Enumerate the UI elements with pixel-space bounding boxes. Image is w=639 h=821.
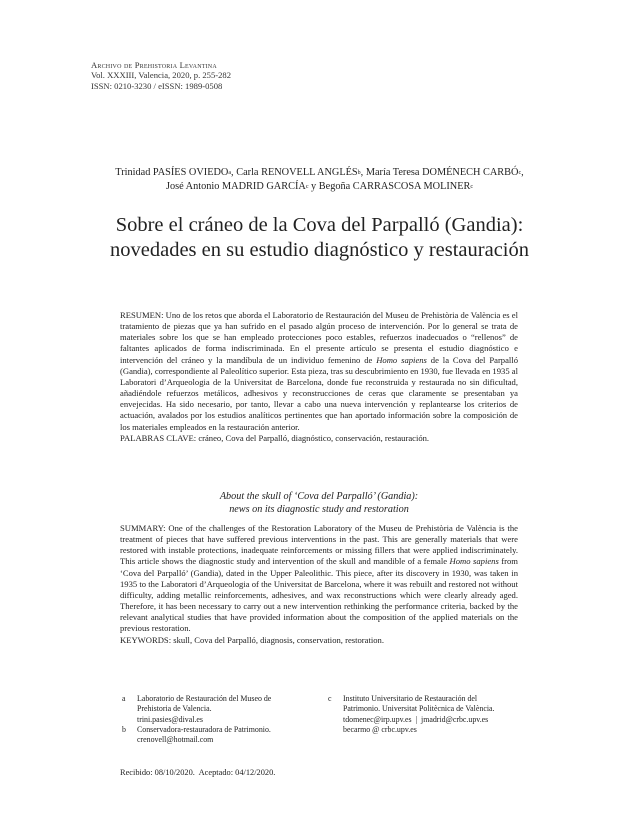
author-line-2 [60,180,579,194]
title-line-2: novedades en su estudio diagnóstico y restauración [110,239,529,261]
keywords-spanish: PALABRAS CLAVE: cráneo, Cova del Parpalló, diagnóstico, conservación, restauración. [120,432,430,443]
conjunction: y [308,180,319,192]
abstract-spanish [120,310,518,444]
title-line-1: Sobre el cráneo de la Cova del Parpalló (Gandia): [115,214,524,236]
summary-text [120,523,518,635]
footnote-mark: a [122,694,126,703]
author-name: Carla RENOVELL ANGLÉS [236,167,358,178]
english-title-line-2: news on its diagnostic study and restoration [229,504,409,515]
footnote-text: Patrimonio. Universitat Politècnica de València. [343,704,495,714]
affiliation-mark: c [305,183,309,190]
footnote-email: becarmo @ crbc.upv.es [343,724,417,734]
author-list [60,166,579,193]
footnote-a [122,694,322,726]
footnote-text: Laboratorio de Restauración del Museo de [137,694,272,703]
separator: , [521,167,524,178]
footnote-text: Prehistoria de Valencia. [137,704,212,714]
journal-issn: ISSN: 0210-3230 / eISSN: 1989-0508 [91,80,223,91]
author-name: María Teresa DOMÉNECH CARBÓ [365,167,519,178]
summary-species: Homo sapiens [449,556,499,567]
author-line-1 [60,166,579,180]
separator: , [360,167,366,178]
author-name: José Antonio MADRID GARCÍA [165,180,306,192]
author-name: Trinidad PASÍES OVIEDO [115,167,229,178]
footnote-b [122,725,322,747]
journal-name: Archivo de Prehistoria Levantina [91,60,217,70]
abstract-english [120,523,518,646]
affiliation-mark: c [518,170,522,176]
received-date: Recibido: 08/10/2020. Aceptado: 04/12/2020. [120,768,276,777]
footnote-text: Conservadora-restauradora de Patrimonio. [137,725,271,734]
resumen-species: Homo sapiens [376,354,427,365]
affiliation-mark: b [357,170,361,176]
footnote-mark: c [328,694,332,703]
footnote-text: Instituto Universitario de Restauración del [343,694,478,703]
resumen-part-1: RESUMEN: Uno de los retos que aborda el Laboratorio de Restauración del Museu de Prehistòria de València es el tratamiento de piezas que ya han sufrido en el pasado algún proceso de intervención. Por lo general se trata de materiales sobre los que se han empleado protecciones poco estables, refuerzos inadecuados o “rellenos” de faltantes aplicados de forma indiscriminada. En el presente artículo se presenta el estudio diagnóstico e intervención del cráneo y la mandíbula de un individuo femenino de [120,310,518,365]
keywords-english: KEYWORDS: skull, Cova del Parpalló, diagnosis, conservation, restoration. [120,634,384,645]
footnote-email: crenovell@hotmail.com [137,735,214,745]
resumen-part-2: de la Cova del Parpalló (Gandia), correspondiente al Paleolítico superior. Esta pieza, tras su descubrimiento en 1930, fue llevada en 1935 al Laboratori d’Arqueologia de la Universitat de Barcelona, donde fue reconstruida y restaurada no sin dificultad, añadiéndole refuerzos metálicos, adhesivos y reconstrucciones de ceras que claramente se presentaban ya envejecidas. Ha sido necesario, por tanto, llevar a cabo una nueva intervención y replantearse los criterios de actuación, avalados por los estudios analíticos pertinentes que han aportado información sobre la composición de los materiales empleados en la restauración anterior. [120,354,518,432]
journal-volume: Vol. XXXIII, Valencia, 2020, p. 255-282 [91,70,232,81]
footnote-email: tdomenec@irp.upv.es | jmadrid@crbc.upv.es [343,714,489,724]
affiliation-mark: c [470,183,474,190]
resumen-text [120,310,518,433]
separator: , [231,167,237,178]
footnote-c [328,694,538,738]
paper-title [40,213,599,263]
summary-part-1: SUMMARY: One of the challenges of the Restoration Laboratory of the Museu de Prehistòria de València is the treatment of pieces that have suffered previous interventions in the past. This are generally materials that were restored with instable protections, inadequate reinforcements or missing fillers that were applied indiscriminately. This article shows the diagnostic study and intervention of the skull and mandible of a female [120,523,518,567]
footnote-mark: b [122,725,126,734]
affiliation-mark: a [228,170,232,176]
english-title-line-1: About the skull of ‘Cova del Parpalló’ (Gandia): [219,491,419,502]
footnote-email: trini.pasies@dival.es [137,714,203,724]
english-title [120,490,518,516]
author-name: Begoña CARRASCOSA MOLINER [318,180,471,192]
summary-part-2: from ‘Cova del Parpalló’ (Gandia), dated in the Upper Paleolithic. This piece, after its discovery in 1930, was taken in 1935 to the Laboratori d’Arqueologia of the Universitat de Barcelona, where it was rebuilt and restored not without difficulty, adding metallic reinforcements, adhesives, and wax reconstructions which were clearly already aged. Therefore, it has been necessary to carry out a new intervention rethinking the performance criteria, backed by the relevant analytical studies that have provided information about the composition of the applied materials on the previous restoration. [120,556,518,634]
journal-header [91,60,231,91]
